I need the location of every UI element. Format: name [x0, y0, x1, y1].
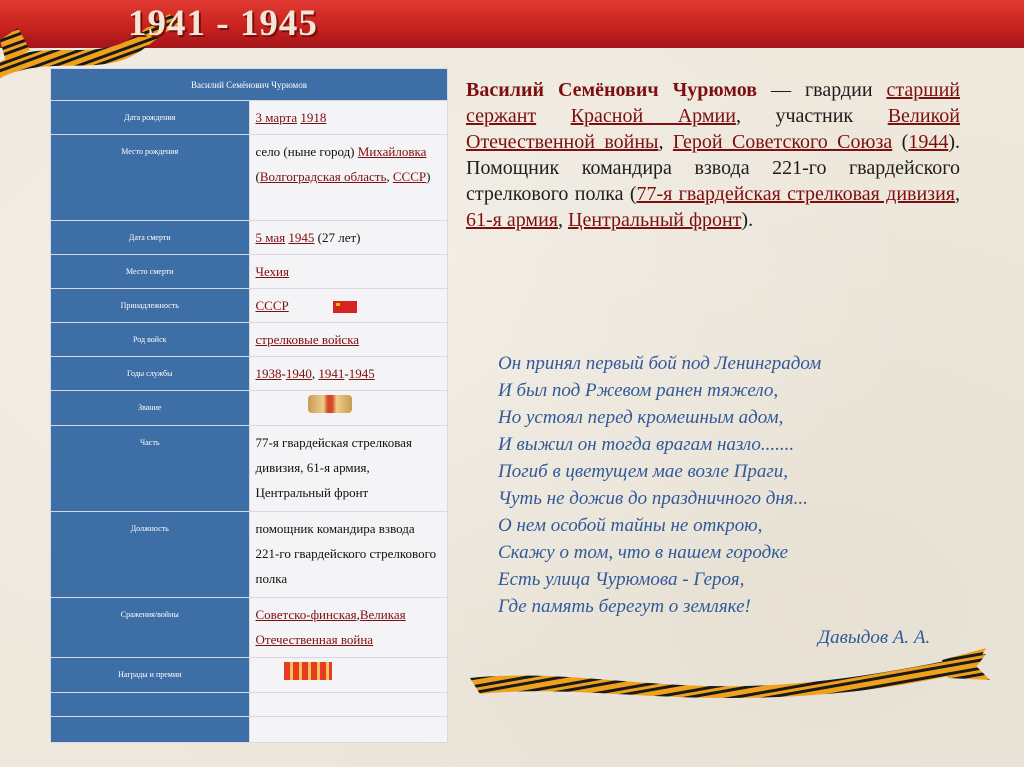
wiki-link[interactable]: 1944 [908, 131, 949, 153]
poem-line: Чуть не дожив до праздничного дня... [498, 488, 808, 509]
wiki-link[interactable]: СССР [255, 298, 289, 313]
plain-text: ( [892, 131, 909, 153]
wiki-link[interactable]: 61-я армия [466, 209, 558, 231]
wiki-link[interactable]: Михайловка [357, 144, 427, 159]
infobox-table [50, 68, 448, 743]
poem [498, 350, 968, 620]
banner-title: 1941 - 1945 [128, 3, 318, 44]
row-value [249, 512, 448, 598]
plain-text: , [356, 607, 360, 622]
row-label: Дата рождения [51, 101, 250, 135]
poem-author: Давыдов А. А. [818, 627, 931, 648]
wiki-link[interactable]: стрелковые войска [255, 332, 360, 347]
row-label: Место рождения [51, 135, 250, 221]
wiki-link[interactable]: 1945 [348, 366, 375, 381]
poem-line: Есть улица Чурюмова - Героя, [498, 569, 745, 590]
wiki-link[interactable]: 1945 [288, 230, 315, 245]
row-value [249, 693, 448, 717]
row-label: Дата смерти [51, 221, 250, 255]
wiki-link[interactable]: 1938 [255, 366, 282, 381]
row-label: Сражения/войны [51, 598, 250, 658]
wiki-link[interactable]: 1940 [285, 366, 312, 381]
wiki-link[interactable]: Волгоградская область [259, 169, 387, 184]
award-ribbon-icon [284, 662, 332, 680]
wiki-link[interactable]: 1941 [318, 366, 345, 381]
wiki-link[interactable]: 5 мая [255, 230, 286, 245]
row-label: Род войск [51, 323, 250, 357]
row-value [249, 391, 448, 426]
plain-text: , [955, 183, 960, 205]
row-value [249, 658, 448, 693]
plain-text: , [558, 209, 568, 231]
plain-text: ). [741, 209, 754, 231]
plain-text: , [658, 131, 673, 153]
row-label: Годы службы [51, 357, 250, 391]
row-label: Принадлежность [51, 289, 250, 323]
infobox-header: Василий Семёнович Чурюмов [51, 69, 448, 101]
poem-line: Но устоял перед кромешным адом, [498, 407, 784, 428]
plain-text: ( [255, 169, 260, 184]
wiki-link[interactable]: 77-я гвардейская стрелковая дивизия [636, 183, 955, 205]
row-label: Должность [51, 512, 250, 598]
plain-text: , [386, 169, 393, 184]
row-label: Часть [51, 426, 250, 512]
row-value [249, 426, 448, 512]
plain-text: ) [426, 169, 431, 184]
row-value [249, 135, 448, 221]
wiki-link[interactable]: Чехия [255, 264, 289, 279]
row-value [249, 598, 448, 658]
row-value [249, 323, 448, 357]
biography-text [466, 77, 960, 233]
row-value [249, 717, 448, 743]
poem-line: Скажу о том, что в нашем городке [498, 542, 789, 563]
poem-line: И выжил он тогда врагам назло....... [498, 434, 795, 455]
row-value [249, 101, 448, 135]
row-label [51, 693, 250, 717]
plain-text: , участник [735, 105, 888, 127]
plain-text: — гвардии [757, 79, 887, 101]
plain-text: - [344, 366, 349, 381]
st-george-ribbon-bottom [470, 640, 1000, 710]
row-label: Награды и премии [51, 658, 250, 693]
plain-text: помощник командира взвода 221-го гвардейского стрелкового полка [255, 521, 437, 586]
wiki-link[interactable]: Советско-финская [255, 607, 357, 622]
row-label [51, 717, 250, 743]
wiki-link[interactable]: 3 марта [255, 110, 298, 125]
plain-text: (27 лет) [314, 230, 361, 245]
wiki-link[interactable]: Великой Отечественной войны [466, 105, 961, 153]
poem-line: Он принял первый бой под Ленинградом [498, 353, 822, 374]
wiki-link[interactable]: Красной Армии [570, 105, 736, 127]
plain-text: , [311, 366, 319, 381]
ussr-flag-icon [333, 301, 357, 313]
poem-line: Где память берегут о земляке! [498, 596, 751, 617]
epaulette-icon [308, 395, 352, 413]
row-label: Место смерти [51, 255, 250, 289]
row-value [249, 289, 448, 323]
plain-text: - [281, 366, 286, 381]
hero-name: Василий Семёнович Чурюмов [466, 79, 758, 101]
plain-text: село (ныне город) [255, 144, 358, 159]
row-value [249, 221, 448, 255]
poem-line: Погиб в цветущем мае возле Праги, [498, 461, 789, 482]
poem-line: И был под Ржевом ранен тяжело, [498, 380, 779, 401]
poem-line: О нем особой тайны не открою, [498, 515, 763, 536]
wiki-link[interactable]: 1918 [300, 110, 327, 125]
wiki-link[interactable]: старший сержант [466, 79, 960, 127]
plain-text: ). Помощник командира взвода 221-го гвардейского стрелкового полка ( [466, 131, 960, 205]
wiki-link[interactable]: Герой Советского Союза [672, 131, 893, 153]
plain-text: 77-я гвардейская стрелковая дивизия, 61-я армия, Центральный фронт [255, 435, 412, 500]
row-label: Звание [51, 391, 250, 426]
wiki-link[interactable]: Великая Отечественная война [255, 607, 406, 647]
plain-text [536, 105, 571, 127]
wiki-link[interactable]: СССР [392, 169, 427, 184]
wiki-link[interactable]: Центральный фронт [568, 209, 742, 231]
row-value [249, 357, 448, 391]
row-value [249, 255, 448, 289]
